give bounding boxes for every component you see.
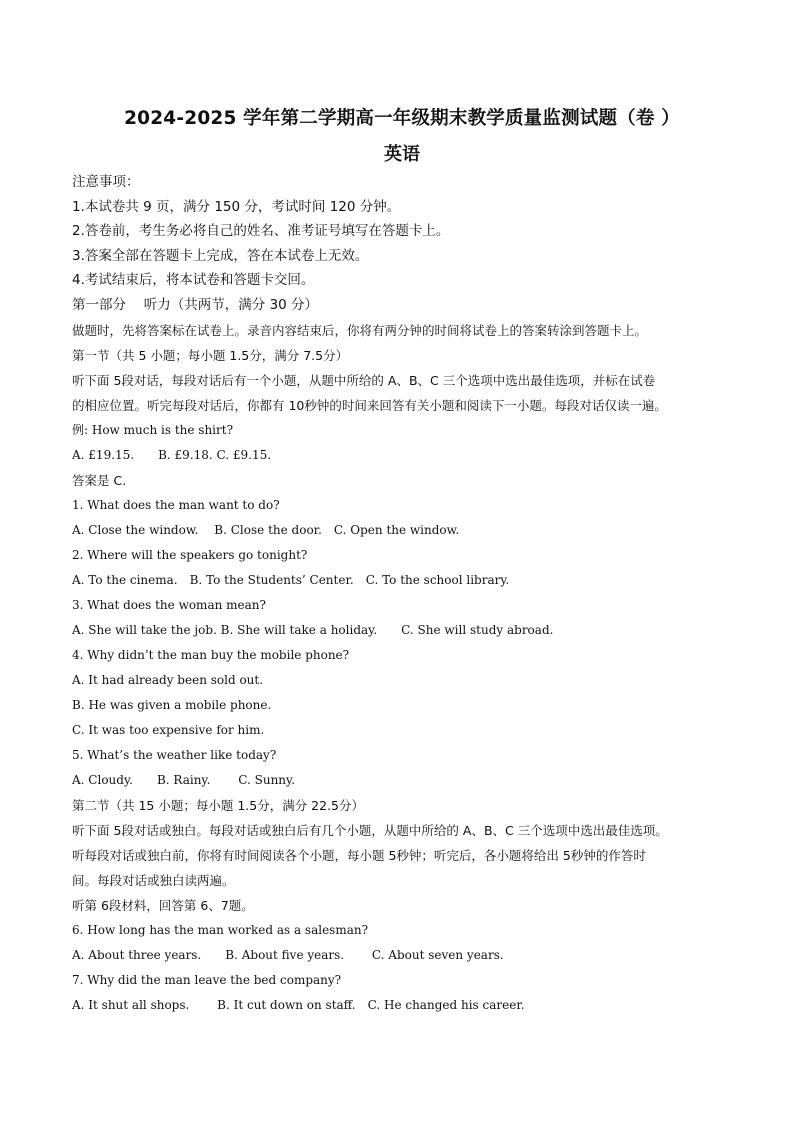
example-question: 例: How much is the shirt? [72, 422, 233, 437]
question-stem: 7. Why did the man leave the bed company? [72, 972, 342, 987]
question-options: A. Close the window. B. Close the door. C. Open the window. [72, 522, 460, 537]
notice-item: 3.答案全部在答题卡上完成，答在本试卷上无效。 [72, 247, 369, 264]
question-stem: 4. Why didn’t the man buy the mobile phone? [72, 647, 350, 662]
notice-item: 1.本试卷共 9 页，满分 150 分，考试时间 120 分钟。 [72, 198, 401, 215]
question-stem: 3. What does the woman mean? [72, 597, 266, 612]
section2-instruction: 听每段对话或独白前，你将有时间阅读各个小题，每小题 5秒钟；听完后，各小题将给出 5秒钟的作答时 [72, 847, 646, 863]
material-note: 听第 6段材料，回答第 6、7题。 [72, 897, 254, 913]
exam-subject: 英语 [384, 144, 420, 165]
section1-heading: 第一节（共 5 小题；每小题 1.5分，满分 7.5分） [72, 347, 349, 363]
section2-heading: 第二节（共 15 小题；每小题 1.5分，满分 22.5分） [72, 797, 365, 813]
question-options: A. To the cinema. B. To the Students’ Center. C. To the school library. [72, 572, 510, 587]
notice-item: 4.考试结束后，将本试卷和答题卡交回。 [72, 272, 315, 288]
section2-instruction: 听下面 5段对话或独白。每段对话或独白后有几个小题，从题中所给的 A、B、C 三个选项中选出最佳选项。 [72, 822, 668, 838]
exam-title: 2024-2025 学年第二学期高一年级期末教学质量监测试题（卷 ） [124, 108, 680, 129]
part1-heading: 第一部分 听力（共两节，满分 30 分） [72, 296, 319, 313]
question-stem: 1. What does the man want to do? [72, 497, 280, 512]
section2-instruction: 间。每段对话或独白读两遍。 [72, 872, 235, 888]
notice-item: 2.答卷前，考生务必将自己的姓名、准考证号填写在答题卡上。 [72, 223, 450, 239]
question-stem: 5. What’s the weather like today? [72, 747, 277, 762]
question-stem: 6. How long has the man worked as a salesman? [72, 922, 369, 937]
page-content [72, 104, 732, 1018]
question-options: A. About three years. B. About five years. C. About seven years. [72, 947, 504, 962]
question-options: A. Cloudy. B. Rainy. C. Sunny. [72, 772, 296, 787]
example-answer: 答案是 C. [72, 472, 127, 488]
question-option: C. It was too expensive for him. [72, 722, 265, 737]
notice-heading: 注意事项： [72, 174, 140, 190]
question-options: A. It shut all shops. B. It cut down on staff. C. He changed his career. [72, 997, 525, 1012]
example-options: A. £19.15. B. £9.18. C. £9.15. [72, 447, 272, 462]
question-option: B. He was given a mobile phone. [72, 697, 272, 712]
section1-instruction: 听下面 5段对话，每段对话后有一个小题，从题中所给的 A、B、C 三个选项中选出最佳选项，并标在试卷 [72, 372, 656, 388]
notice-section [72, 170, 732, 293]
part1-instruction: 做题时，先将答案标在试卷上。录音内容结束后，你将有两分钟的时间将试卷上的答案转涂到答题卡上。 [72, 322, 648, 338]
section1-instruction: 的相应位置。听完每段对话后，你都有 10秒钟的时间来回答有关小题和阅读下一小题。每段对话仅读一遍。 [72, 397, 667, 413]
question-stem: 2. Where will the speakers go tonight? [72, 547, 308, 562]
question-options: A. She will take the job. B. She will take a holiday. C. She will study abroad. [72, 622, 554, 637]
question-option: A. It had already been sold out. [72, 672, 264, 687]
